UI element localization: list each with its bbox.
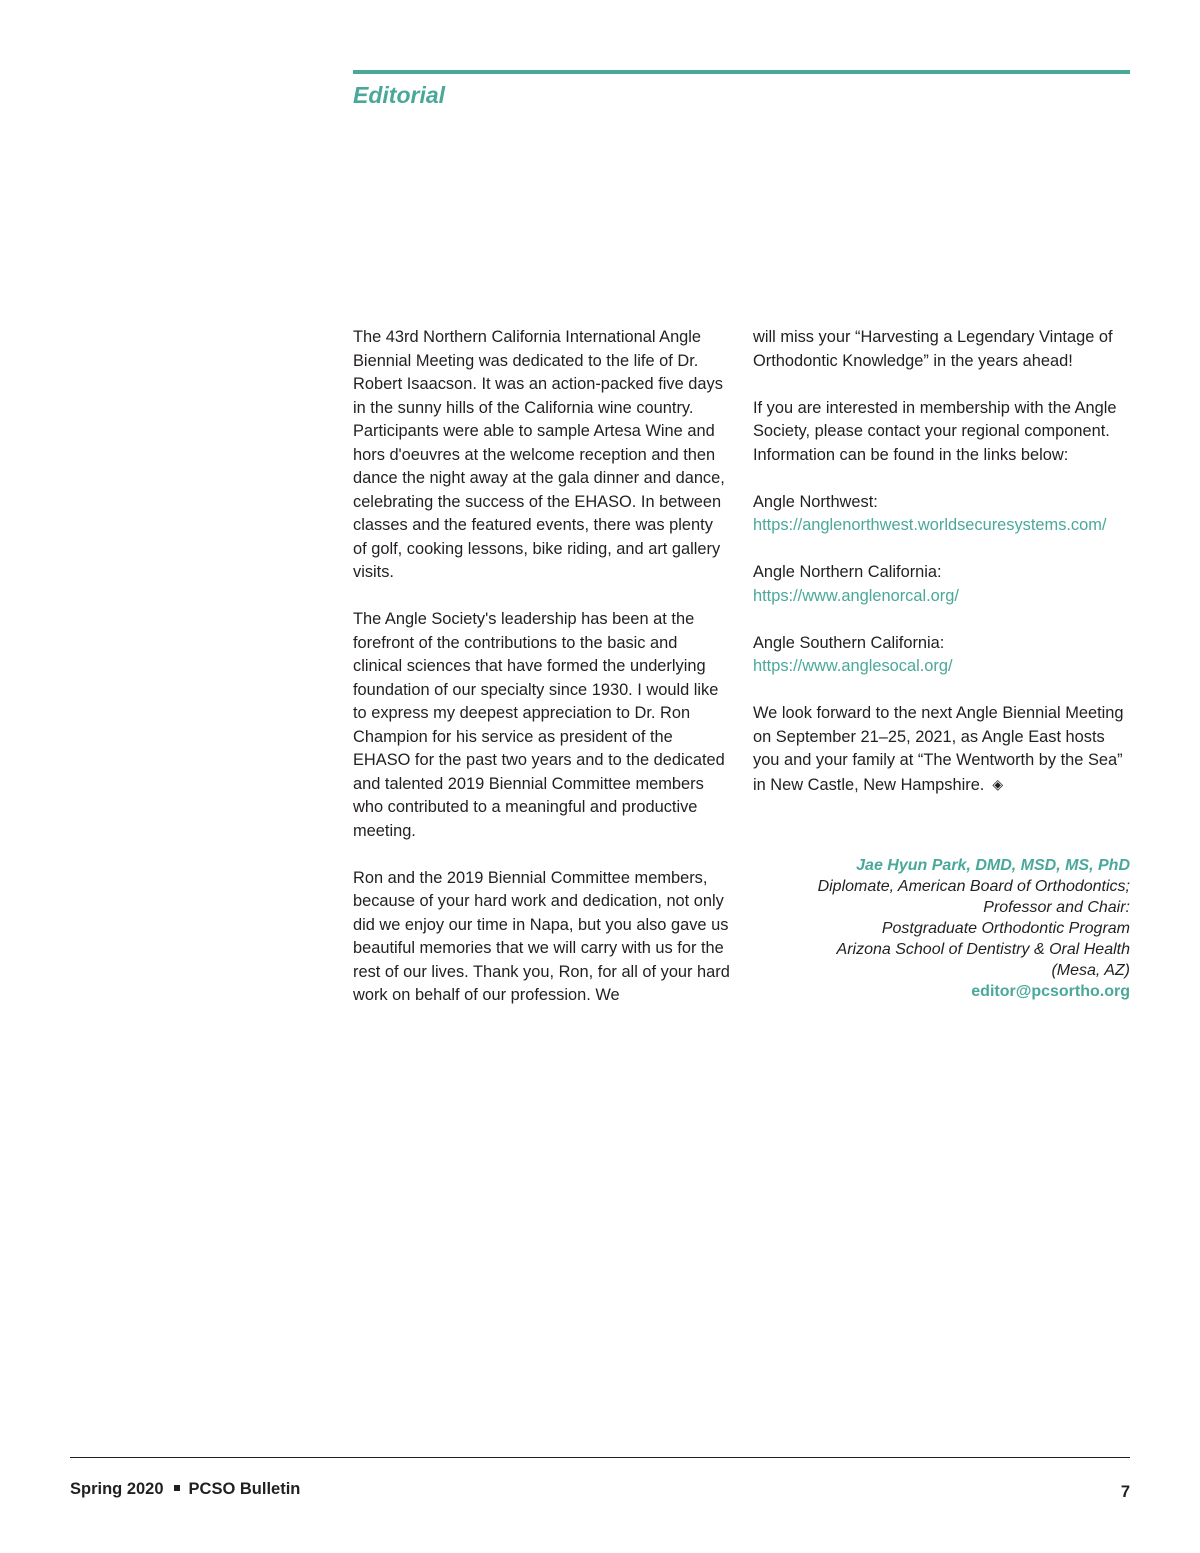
footer-issue bbox=[70, 1480, 300, 1499]
left-column bbox=[353, 326, 731, 1031]
footer-rule bbox=[70, 1457, 1130, 1458]
right-column bbox=[753, 326, 1133, 821]
author-signature bbox=[710, 855, 1130, 1002]
footer-issue-date: Spring 2020 bbox=[70, 1480, 164, 1498]
author-email-link[interactable]: editor@pcsortho.org bbox=[971, 983, 1130, 1000]
link-label-socal: Angle Southern California: bbox=[753, 633, 945, 652]
link-block-northwest bbox=[753, 491, 1133, 538]
author-title-line: (Mesa, AZ) bbox=[1051, 962, 1130, 979]
footer-separator-icon bbox=[174, 1485, 180, 1491]
paragraph-leadership: The Angle Society's leadership has been at the forefront of the contributions to the basic and clinical sciences that have formed the underlying foundation of our specialty since 1930. I would like to express my deepest appreciation to Dr. Ron Champion for his service as president of the EHASO for the past two years and to the dedicated and talented 2019 Biennial Committee members who contributed to a meaningful and productive meeting. bbox=[353, 610, 725, 840]
closing-text: We look forward to the next Angle Biennial Meeting on September 21–25, 2021, as Angle East hosts you and your family at “The Wentworth by the Sea” in New Castle, New Hampshire. bbox=[753, 704, 1124, 794]
author-name: Jae Hyun Park, DMD, MSD, MS, PhD bbox=[856, 857, 1130, 874]
link-label-norcal: Angle Northern California: bbox=[753, 563, 942, 581]
footer-publication: PCSO Bulletin bbox=[188, 1480, 301, 1498]
link-anglenorcal[interactable]: https://www.anglenorcal.org/ bbox=[753, 586, 959, 605]
end-mark-icon: ◈ bbox=[992, 775, 1004, 792]
paragraph-membership: If you are interested in membership with the Angle Society, please contact your regional component. Information can be found in the links below: bbox=[753, 398, 1117, 464]
link-anglenorthwest[interactable]: https://anglenorthwest.worldsecuresystems.com/ bbox=[753, 516, 1107, 534]
author-title-line: Postgraduate Orthodontic Program bbox=[881, 920, 1130, 937]
author-title-line: Arizona School of Dentistry & Oral Health bbox=[836, 941, 1130, 958]
section-title: Editorial bbox=[353, 82, 446, 108]
author-title-line: Diplomate, American Board of Orthodontics; bbox=[817, 878, 1130, 895]
link-block-norcal bbox=[753, 561, 1133, 608]
section-header-rule bbox=[353, 70, 1130, 74]
paragraph-meeting: The 43rd Northern California International Angle Biennial Meeting was dedicated to the life of Dr. Robert Isaacson. It was an action-packed five days in the sunny hills of the California wine country. Participants were able to sample Artesa Wine and hors d'oeuvres at the welcome reception and then dance the night away at the gala dinner and dance, celebrating the success of the EHASO. In between classes and the featured events, there was plenty of golf, cooking lessons, bike riding, and art gallery visits. bbox=[353, 328, 725, 581]
link-anglesocal[interactable]: https://www.anglesocal.org/ bbox=[753, 657, 953, 675]
paragraph-continuation: will miss your “Harvesting a Legendary Vintage of Orthodontic Knowledge” in the years ahead! bbox=[753, 328, 1113, 370]
link-block-socal bbox=[753, 632, 1133, 679]
paragraph-thanks: Ron and the 2019 Biennial Committee members, because of your hard work and dedication, not only did we enjoy our time in Napa, but you also gave us beautiful memories that we will carry with us for the rest of our lives. Thank you, Ron, for all of your hard work on behalf of our profession. We bbox=[353, 868, 730, 1004]
page-number: 7 bbox=[1120, 1483, 1130, 1501]
author-title-line: Professor and Chair: bbox=[983, 899, 1130, 916]
link-label-northwest: Angle Northwest: bbox=[753, 492, 878, 511]
paragraph-closing bbox=[753, 702, 1133, 797]
